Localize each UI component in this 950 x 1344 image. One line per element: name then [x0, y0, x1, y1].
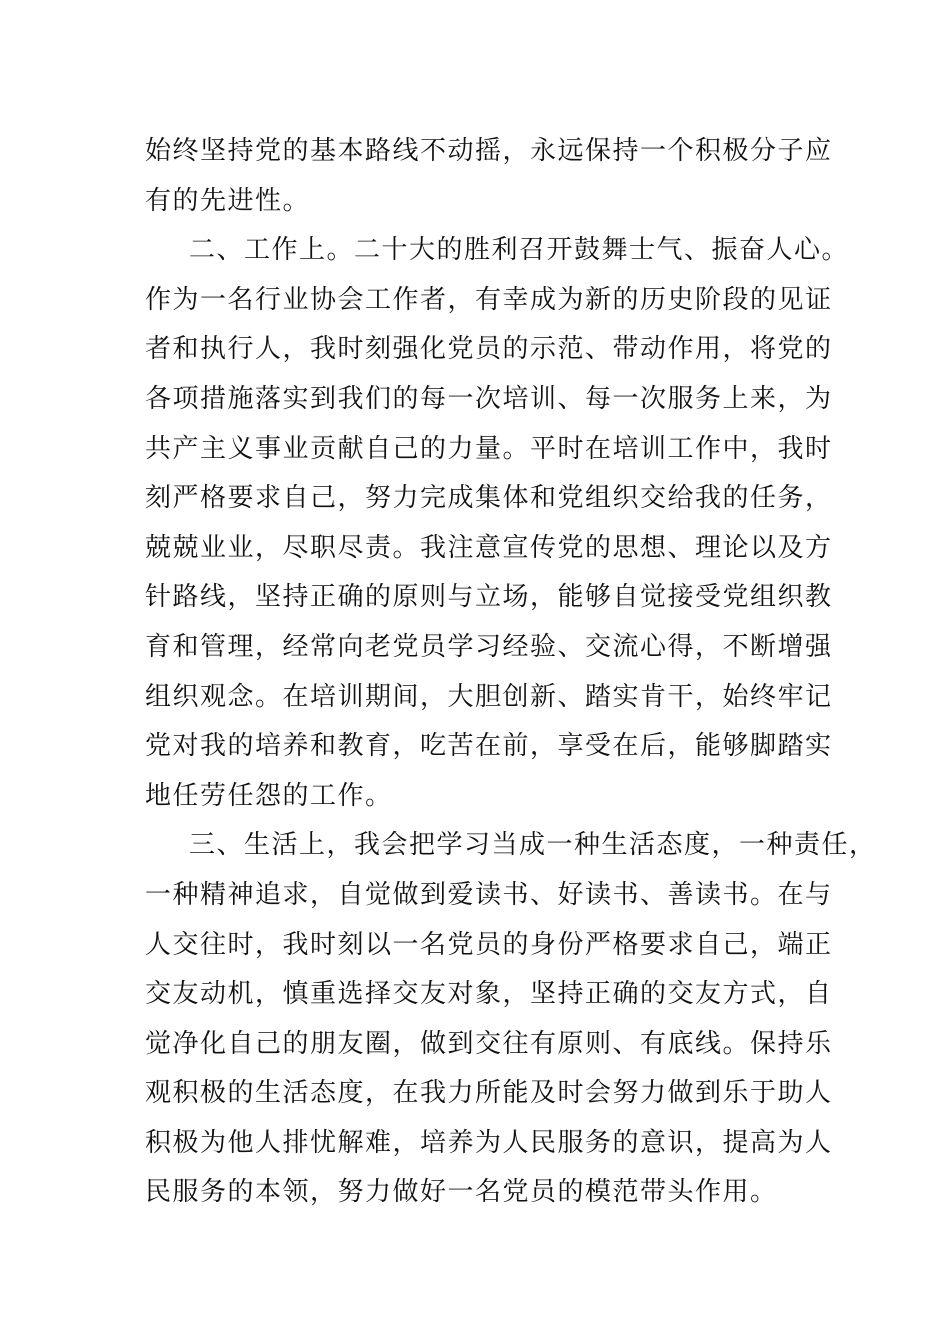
- text-line: 育和管理，经常向老党员学习经验、交流心得，不断增强: [145, 631, 833, 662]
- text-line: 始终坚持党的基本路线不动摇，永远保持一个积极分子应: [145, 136, 833, 166]
- document-body: [145, 127, 877, 1218]
- text-line: 人交往时，我时刻以一名党员的身份严格要求自己，端正: [145, 929, 833, 960]
- text-line: 刻严格要求自己，努力完成集体和党组织交给我的任务，: [145, 483, 833, 514]
- text-line: 民服务的本领，努力做好一名党员的模范带头作用。: [145, 1177, 778, 1208]
- text-line: 一种精神追求，自觉做到爱读书、好读书、善读书。在与: [145, 879, 833, 910]
- text-line: 党对我的培养和教育，吃苦在前，享受在后，能够脚踏实: [145, 731, 833, 762]
- text-line: 共产主义事业贡献自己的力量。平时在培训工作中，我时: [145, 433, 833, 464]
- paragraph-life-heading: 三、生活上，我会把学习当成一种生活态度，一种责任，: [189, 830, 877, 861]
- text-line: 地任劳任怨的工作。: [145, 780, 393, 811]
- text-line: 交友动机，慎重选择交友对象，坚持正确的交友方式，自: [145, 979, 833, 1010]
- text-line: 作为一名行业协会工作者，有幸成为新的历史阶段的见证: [145, 284, 833, 315]
- text-line: 者和执行人，我时刻强化党员的示范、带动作用，将党的: [145, 334, 833, 365]
- text-line: 组织观念。在培训期间，大胆创新、踏实肯干，始终牢记: [145, 681, 833, 712]
- text-line: 有的先进性。: [145, 185, 311, 216]
- text-line: 观积极的生活态度，在我力所能及时会努力做到乐于助人: [145, 1078, 833, 1109]
- text-line: 觉净化自己的朋友圈，做到交往有原则、有底线。保持乐: [145, 1028, 833, 1059]
- text-line: 针路线，坚持正确的原则与立场，能够自觉接受党组织教: [145, 582, 833, 613]
- text-line: 兢兢业业，尽职尽责。我注意宣传党的思想、理论以及方: [145, 532, 833, 563]
- text-line: 各项措施落实到我们的每一次培训、每一次服务上来，为: [145, 383, 833, 414]
- text-line: 积极为他人排忧解难，培养为人民服务的意识，提高为人: [145, 1127, 833, 1158]
- paragraph-work-heading: 二、工作上。二十大的胜利召开鼓舞士气、振奋人心。: [189, 235, 850, 266]
